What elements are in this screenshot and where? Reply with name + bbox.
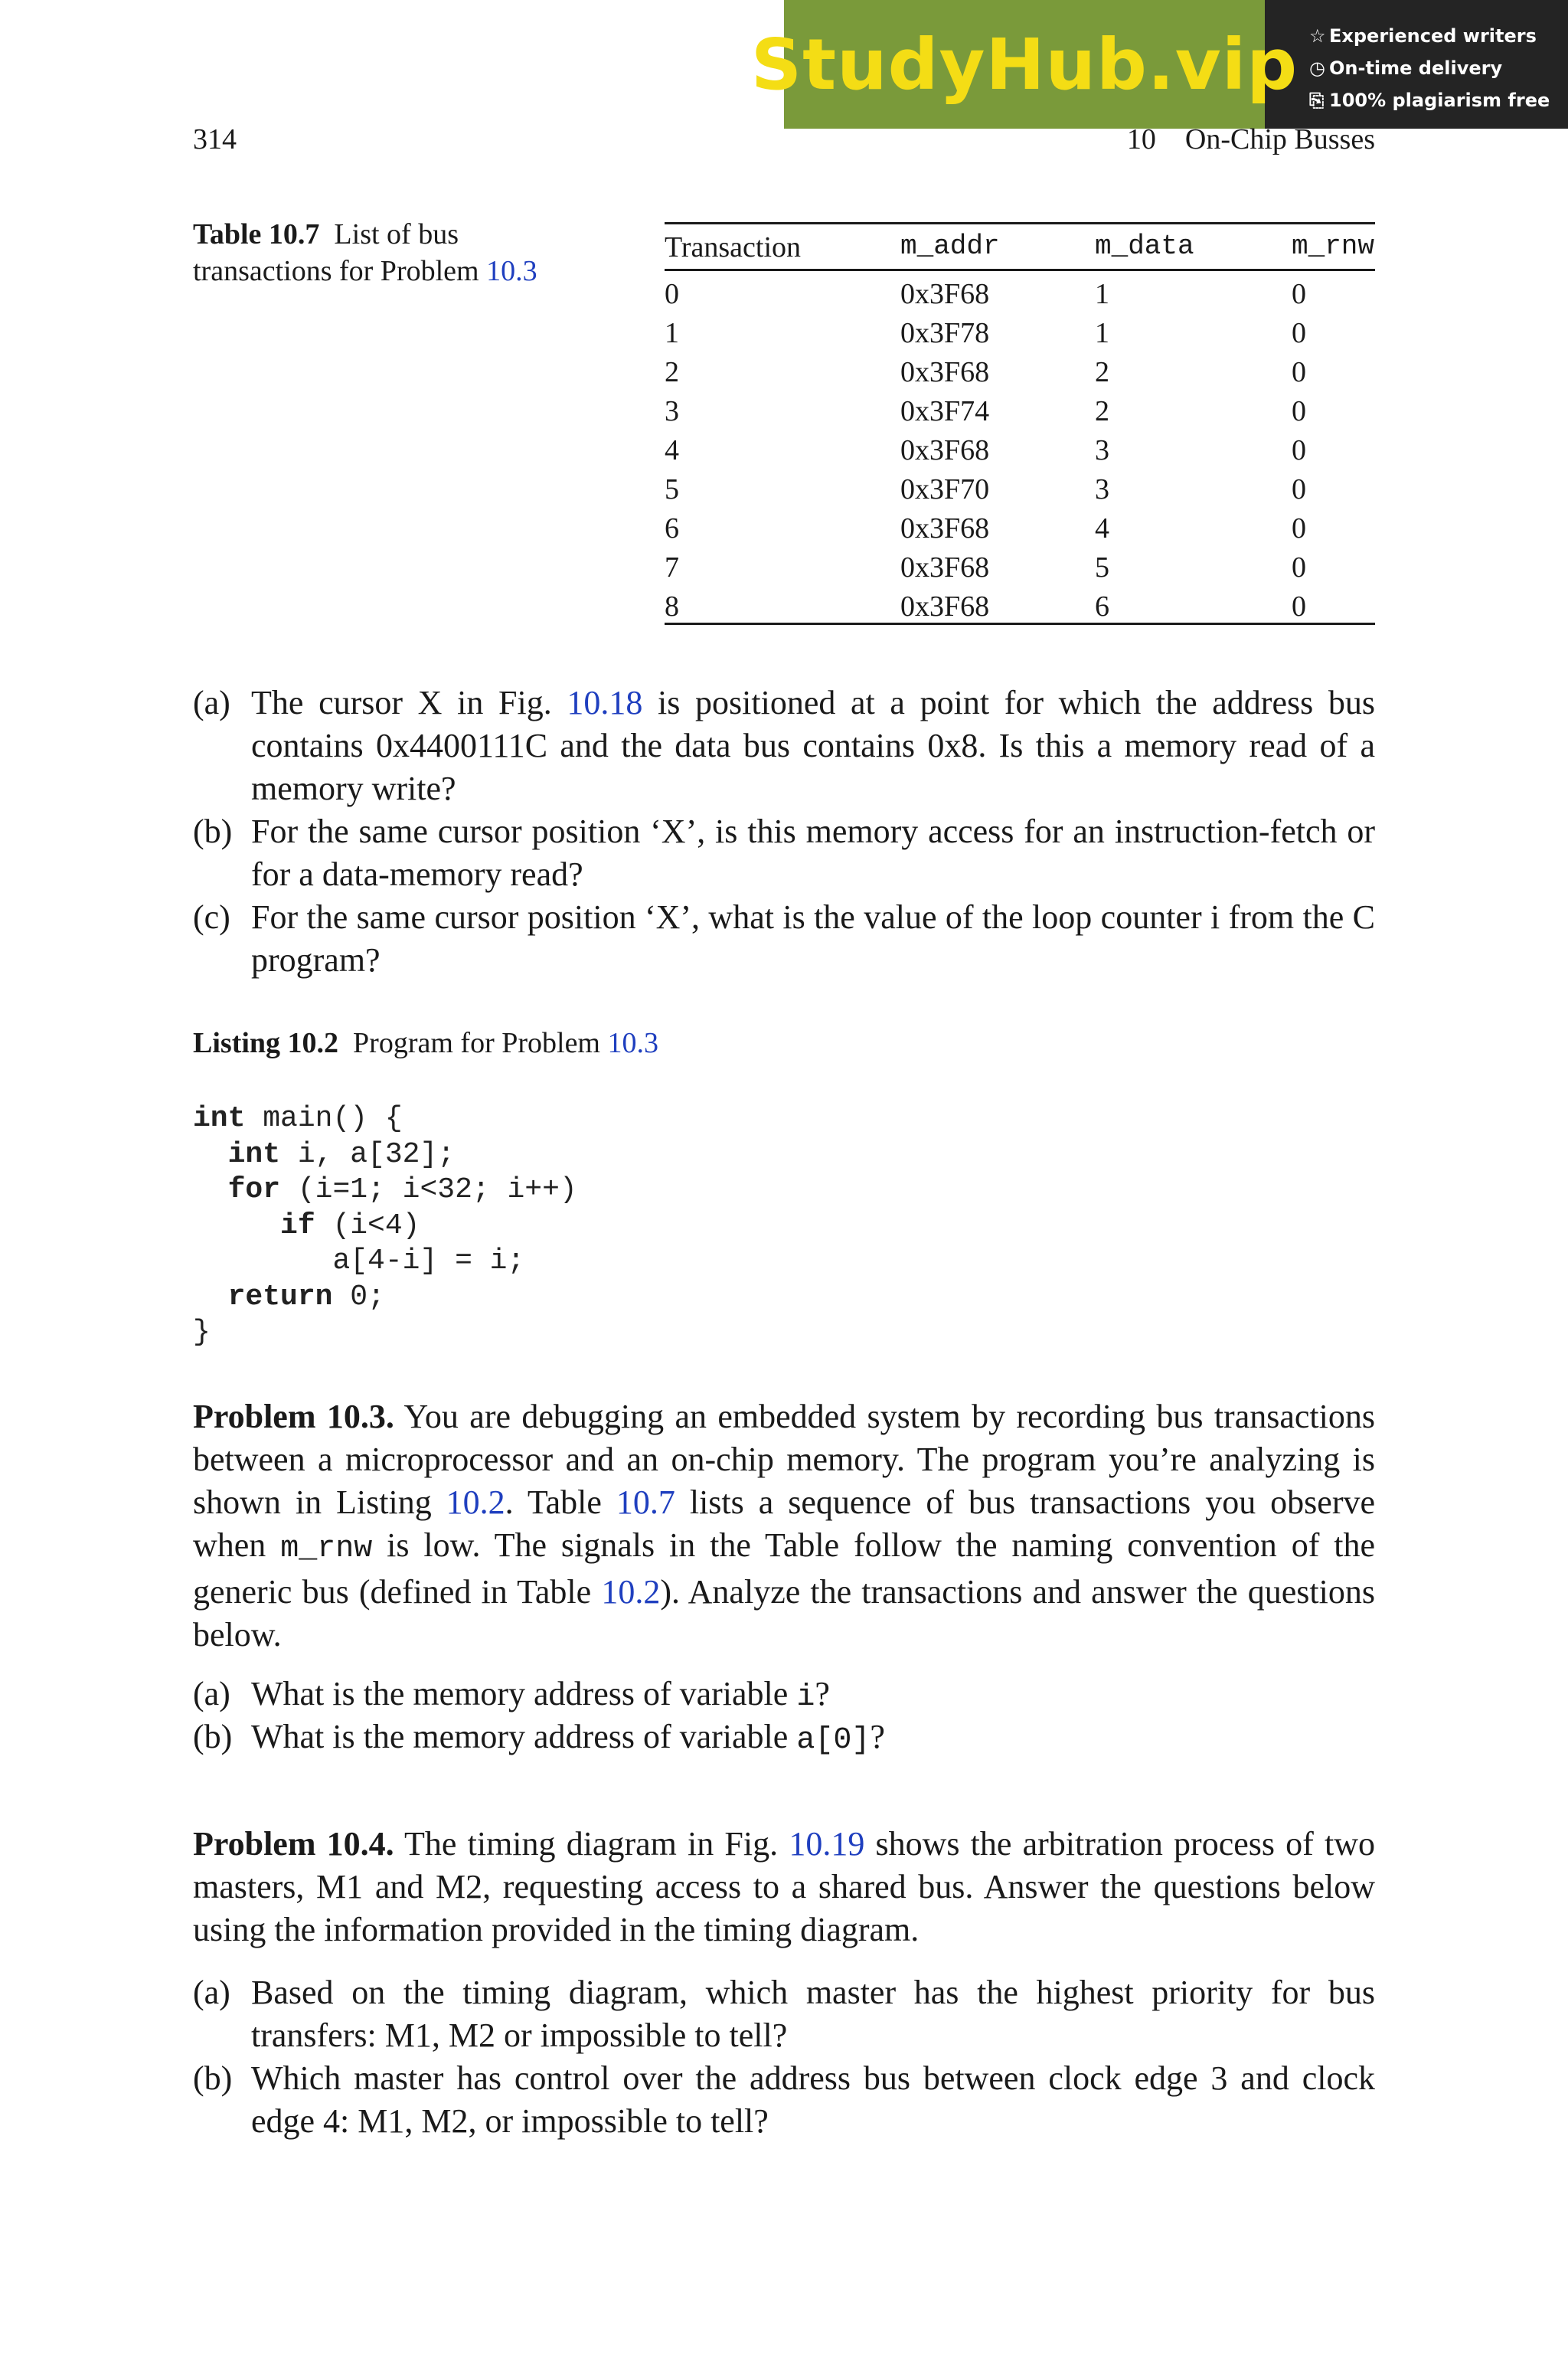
list-item xyxy=(193,682,1375,810)
listing-caption-text: Program for Problem xyxy=(353,1027,600,1059)
list-item xyxy=(193,1971,1375,2057)
code-text: a[4-i] = i; xyxy=(332,1245,525,1277)
table-cell: 0x3F68 xyxy=(900,356,990,388)
list-item xyxy=(193,896,1375,982)
table-caption-text: List of bus transactions for Problem xyxy=(193,218,479,287)
table-cell: 0x3F68 xyxy=(900,434,990,466)
table-cell: 2 xyxy=(665,356,679,388)
running-head xyxy=(193,123,1375,161)
item-label: (b) xyxy=(193,813,233,850)
code-line xyxy=(193,1315,577,1351)
table-cell: 0 xyxy=(1292,512,1306,545)
paragraph-text: ). Analyze the transactions and answer the questions below. xyxy=(193,1573,1376,1653)
variable-name: a[0] xyxy=(796,1723,871,1758)
code-line xyxy=(193,1173,577,1209)
table-caption xyxy=(193,216,591,289)
column-header: m_rnw xyxy=(1292,231,1375,262)
table-cell: 1 xyxy=(1095,317,1109,349)
table-cell: 8 xyxy=(665,590,679,623)
table-cell: 0 xyxy=(1292,317,1306,349)
paragraph-text: shows the arbitration process of two masters, M1 and M2, requesting access to a shared bus. Answer the questions below using the information provided in the timing diagram. xyxy=(193,1825,1375,1948)
table-cell: 0x3F68 xyxy=(900,512,990,545)
signal-name: m_rnw xyxy=(280,1532,373,1566)
item-text: For the same cursor position ‘X’, is this memory access for an instruction-fetch or for a data-memory read? xyxy=(251,813,1375,893)
item-label: (a) xyxy=(193,1974,230,2011)
table-cell: 2 xyxy=(1095,356,1109,388)
code-text: } xyxy=(193,1316,211,1349)
column-header: m_addr xyxy=(900,231,1000,262)
code-keyword: int xyxy=(227,1137,281,1171)
table-cell: 3 xyxy=(665,395,679,427)
listing-caption xyxy=(193,1026,658,1060)
item-label: (a) xyxy=(193,1675,230,1712)
feature-item xyxy=(1309,20,1562,52)
table-cell: 1 xyxy=(665,317,679,349)
table-cell: 4 xyxy=(1095,512,1109,545)
table-label: Table 10.7 xyxy=(193,218,320,250)
table-cell: 5 xyxy=(665,473,679,505)
table-row xyxy=(665,427,1375,466)
paragraph-text: You are debugging an embedded system by recording bus transactions between a microprocessor and an on-chip memory. The program you’re analyzing is shown in Listing xyxy=(193,1398,1375,1521)
item-text: Based on the timing diagram, which master has the highest priority for bus transfers: M1, M2 or impossible to tell? xyxy=(251,1974,1375,2054)
list-item: (a) What is the memory address of variable i? xyxy=(193,1673,1375,1719)
chapter-title: 10 On-Chip Busses xyxy=(1126,123,1375,155)
table-link[interactable]: 10.2 xyxy=(601,1573,661,1611)
figure-link[interactable]: 10.19 xyxy=(789,1825,865,1863)
item-text: What is the memory address of variable xyxy=(251,1675,797,1712)
table-cell: 0x3F78 xyxy=(900,317,990,349)
table-row xyxy=(665,466,1375,505)
code-line xyxy=(193,1280,577,1316)
table-cell: 7 xyxy=(665,551,679,584)
page-number: 314 xyxy=(193,123,237,155)
brand-name: StudyHub.vip xyxy=(750,23,1298,106)
table-row xyxy=(665,310,1375,349)
feature-item xyxy=(1309,52,1562,84)
table-cell: 0 xyxy=(1292,278,1306,310)
table-cell: 0x3F74 xyxy=(900,395,990,427)
table-header-row xyxy=(665,224,1375,271)
code-listing xyxy=(193,1101,577,1351)
item-text: Which master has control over the address bus between clock edge 3 and clock edge 4: M1, M2, or impossible to tell? xyxy=(251,2059,1375,2140)
table-row xyxy=(665,545,1375,584)
feature-label: 100% plagiarism free xyxy=(1329,90,1550,111)
table-cell: 0 xyxy=(1292,395,1306,427)
table-cell: 0 xyxy=(1292,551,1306,584)
code-keyword: return xyxy=(227,1280,333,1313)
table-cell: 4 xyxy=(665,434,679,466)
feature-list xyxy=(1309,20,1562,116)
feature-label: Experienced writers xyxy=(1329,25,1537,47)
item-label: (b) xyxy=(193,1718,233,1755)
clock-icon: ◷ xyxy=(1309,57,1325,79)
code-text: 0; xyxy=(332,1280,385,1313)
item-label: (a) xyxy=(193,684,230,721)
code-text: (i=1; i<32; i++) xyxy=(280,1173,577,1206)
code-line xyxy=(193,1101,577,1137)
table-row xyxy=(665,271,1375,310)
problem-link[interactable]: 10.3 xyxy=(607,1027,658,1059)
table-row xyxy=(665,388,1375,427)
table-row xyxy=(665,584,1375,623)
studyhub-logo[interactable] xyxy=(750,0,1298,129)
table-row xyxy=(665,505,1375,545)
item-text: What is the memory address of variable xyxy=(251,1718,797,1755)
table-cell: 0 xyxy=(1292,473,1306,505)
problem-title: Problem 10.4. xyxy=(193,1825,394,1863)
list-item: (b) What is the memory address of variable a[0]? xyxy=(193,1716,1375,1762)
code-keyword: for xyxy=(227,1173,281,1206)
table-cell: 2 xyxy=(1095,395,1109,427)
problem-10-3 xyxy=(193,1395,1375,1657)
column-header: Transaction xyxy=(665,231,802,263)
table-cell: 0x3F70 xyxy=(900,473,990,505)
table-link[interactable]: 10.7 xyxy=(616,1483,675,1521)
list-item xyxy=(193,2057,1375,2143)
star-icon: ☆ xyxy=(1309,25,1326,47)
listing-link[interactable]: 10.2 xyxy=(446,1483,505,1521)
bus-transactions-table xyxy=(665,222,1375,625)
feature-item xyxy=(1309,84,1562,116)
list-item xyxy=(193,810,1375,896)
variable-name: i xyxy=(796,1680,815,1715)
table-cell: 0x3F68 xyxy=(900,278,990,310)
paragraph-text: The timing diagram in Fig. xyxy=(394,1825,789,1863)
item-text: is positioned at a point for which the address bus contains 0x4400111C and the data bus contains 0x8. Is this a memory read of a memory write? xyxy=(251,684,1376,807)
code-line xyxy=(193,1209,577,1245)
table-cell: 3 xyxy=(1095,473,1109,505)
paragraph-text: is low. The signals in the Table follow the naming convention of the generic bus (defined in Table xyxy=(193,1526,1375,1611)
table-cell: 0 xyxy=(665,278,679,310)
problem-title: Problem 10.3. xyxy=(193,1398,394,1435)
table-cell: 0x3F68 xyxy=(900,590,990,623)
code-line xyxy=(193,1244,577,1280)
paragraph-text: lists a sequence of bus transactions you observe when xyxy=(193,1483,1376,1564)
table-cell: 1 xyxy=(1095,278,1109,310)
table-cell: 0 xyxy=(1292,590,1306,623)
table-cell: 6 xyxy=(665,512,679,545)
table-cell: 3 xyxy=(1095,434,1109,466)
table-cell: 0 xyxy=(1292,356,1306,388)
document-icon: ⎘ xyxy=(1309,90,1325,111)
item-text: The cursor X in Fig. xyxy=(251,684,567,721)
table-cell: 6 xyxy=(1095,590,1109,623)
code-line xyxy=(193,1137,577,1173)
figure-link[interactable]: 10.18 xyxy=(567,684,643,721)
code-text: (i<4) xyxy=(315,1209,420,1242)
code-keyword: if xyxy=(280,1209,315,1242)
code-text: i, a[32]; xyxy=(280,1137,456,1171)
code-keyword: int xyxy=(193,1102,246,1135)
feature-label: On-time delivery xyxy=(1329,57,1503,79)
problem-link[interactable]: 10.3 xyxy=(486,255,537,287)
item-label: (c) xyxy=(193,898,230,936)
listing-label: Listing 10.2 xyxy=(193,1027,339,1059)
table-row xyxy=(665,349,1375,388)
item-label: (b) xyxy=(193,2059,233,2097)
item-text: For the same cursor position ‘X’, what is the value of the loop counter i from the C program? xyxy=(251,898,1375,979)
code-text: main() { xyxy=(245,1102,403,1135)
studyhub-banner[interactable] xyxy=(750,0,1568,129)
table-cell: 0x3F68 xyxy=(900,551,990,584)
problem-10-4 xyxy=(193,1823,1375,1951)
paragraph-text: . Table xyxy=(505,1483,616,1521)
column-header: m_data xyxy=(1095,231,1194,262)
table-cell: 0 xyxy=(1292,434,1306,466)
table-cell: 5 xyxy=(1095,551,1109,584)
